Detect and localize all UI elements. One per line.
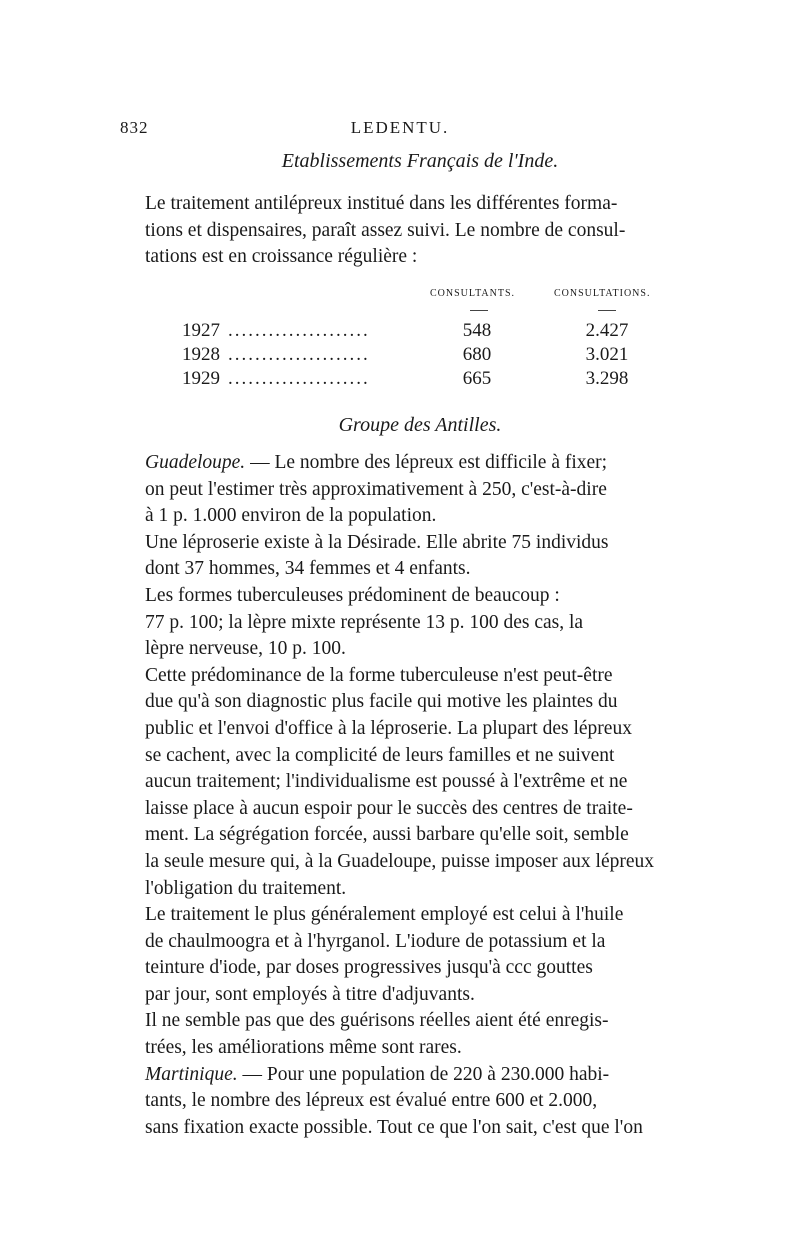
header-rule <box>598 310 616 311</box>
header-rule <box>470 310 488 311</box>
row-year: 1927 <box>182 320 220 341</box>
line-text: dont 37 hommes, 34 femmes et 4 enfants. <box>145 558 471 580</box>
intro-paragraph <box>145 191 681 271</box>
line-text: la seule mesure qui, à la Guadeloupe, puisse imposer aux lépreux <box>145 850 655 872</box>
section-title-antilles: Groupe des Antilles. <box>338 414 502 436</box>
row-consultants: 548 <box>462 320 492 341</box>
run-in-heading: Martinique. <box>145 1063 238 1085</box>
line-text: on peut l'estimer très approximativement à 250, c'est-à-dire <box>145 478 607 500</box>
row-consultants: 680 <box>462 344 492 365</box>
text-line <box>145 982 681 1009</box>
text-line <box>145 902 681 929</box>
text-line <box>145 530 681 557</box>
line-text: aucun traitement; l'individualisme est poussé à l'extrême et ne <box>145 771 628 793</box>
line-text: à 1 p. 1.000 environ de la population. <box>145 505 437 527</box>
line-text: par jour, sont employés à titre d'adjuvants. <box>145 983 475 1005</box>
text-line <box>145 1115 681 1142</box>
table-header <box>430 288 680 306</box>
leader-dots: ..................... <box>228 344 370 365</box>
line-text: lèpre nerveuse, 10 p. 100. <box>145 638 346 660</box>
line-text: Il ne semble pas que des guérisons réelles aient été enregis- <box>145 1010 609 1032</box>
line-text: se cachent, avec la complicité de leurs familles et ne suivent <box>145 744 615 766</box>
text-line <box>145 610 681 637</box>
text-line <box>145 503 681 530</box>
text-line: Le traitement antilépreux institué dans les différentes forma- <box>145 193 618 214</box>
row-consultations: 2.427 <box>585 320 629 341</box>
text-line <box>145 796 681 823</box>
line-text: sans fixation exacte possible. Tout ce que l'on sait, c'est que l'on <box>145 1116 643 1138</box>
line-text: — Pour une population de 220 à 230.000 habi- <box>237 1063 610 1085</box>
line-text: 77 p. 100; la lèpre mixte représente 13 p. 100 des cas, la <box>145 611 584 633</box>
line-text: public et l'envoi d'office à la léproserie. La plupart des lépreux <box>145 717 632 739</box>
table-row <box>182 344 682 368</box>
run-in-heading: Guadeloupe. <box>145 452 246 473</box>
text-line <box>145 689 681 716</box>
row-year: 1929 <box>182 368 220 389</box>
text-line <box>145 955 681 982</box>
line-text: Les formes tuberculeuses prédominent de beaucoup : <box>145 584 560 606</box>
line-text: Une léproserie existe à la Désirade. Elle abrite 75 individus <box>145 531 609 553</box>
text-line <box>145 1088 681 1115</box>
text-line <box>145 849 681 876</box>
text-line <box>145 876 681 903</box>
text-line <box>145 477 681 504</box>
text-line <box>145 663 681 690</box>
leader-dots: ..................... <box>228 320 370 341</box>
line-text: l'obligation du traitement. <box>145 877 347 899</box>
text-line <box>145 929 681 956</box>
table-row <box>182 320 682 344</box>
section-title-inde: Etablissements Français de l'Inde. <box>281 150 559 172</box>
body-text <box>145 450 681 1141</box>
table-row <box>182 368 682 392</box>
page-number: 832 <box>120 118 149 137</box>
line-text: teinture d'iode, par doses progressives jusqu'à ccc gouttes <box>145 957 593 979</box>
row-consultants: 665 <box>462 368 492 389</box>
text-line <box>145 822 681 849</box>
text-line <box>145 769 681 796</box>
line-text: due qu'à son diagnostic plus facile qui motive les plaintes du <box>145 691 618 713</box>
row-year: 1928 <box>182 344 220 365</box>
line-text: — Le nombre des lépreux est difficile à fixer; <box>245 452 608 473</box>
leader-dots: ..................... <box>228 368 370 389</box>
text-line <box>145 583 681 610</box>
row-consultations: 3.021 <box>585 344 629 365</box>
line-text: Le traitement le plus généralement employé est celui à l'huile <box>145 904 624 926</box>
column-header-consultants: CONSULTANTS. <box>430 288 516 299</box>
line-text: tants, le nombre des lépreux est évalué entre 600 et 2.000, <box>145 1090 598 1112</box>
text-line <box>145 556 681 583</box>
running-title: LEDENTU. <box>350 118 450 137</box>
text-line <box>145 743 681 770</box>
text-line: tations est en croissance régulière : <box>145 246 418 268</box>
row-consultations: 3.298 <box>585 368 629 389</box>
text-line <box>145 1062 681 1089</box>
text-line: tions et dispensaires, paraît assez suivi. Le nombre de consul- <box>145 219 626 241</box>
text-line <box>145 716 681 743</box>
line-text: ment. La ségrégation forcée, aussi barbare qu'elle soit, semble <box>145 824 629 846</box>
line-text: laisse place à aucun espoir pour le succès des centres de traite- <box>145 797 633 819</box>
line-text: Cette prédominance de la forme tuberculeuse n'est peut-être <box>145 664 613 686</box>
line-text: trées, les améliorations même sont rares. <box>145 1037 462 1059</box>
text-line <box>145 636 681 663</box>
column-header-consultations: CONSULTATIONS. <box>554 288 651 299</box>
text-line <box>145 1035 681 1062</box>
text-line <box>145 1008 681 1035</box>
page-header <box>120 118 680 142</box>
line-text: de chaulmoogra et à l'hyrganol. L'iodure de potassium et la <box>145 930 606 952</box>
text-line <box>145 450 681 477</box>
